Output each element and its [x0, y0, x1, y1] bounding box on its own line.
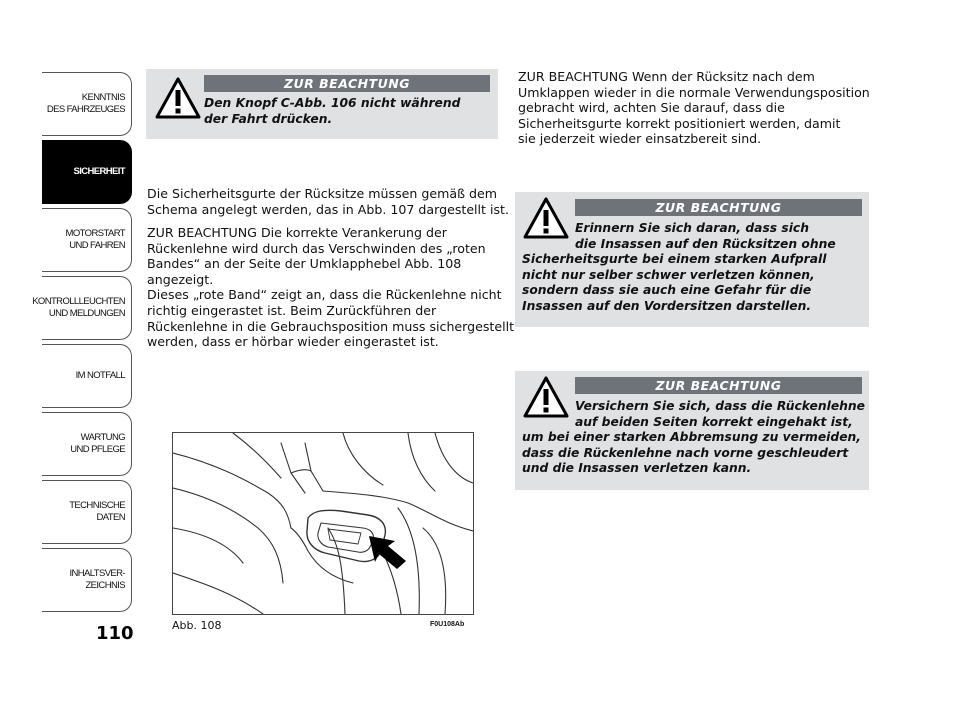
seat-lever-illustration [173, 433, 473, 614]
text-line: Dieses „rote Band“ zeigt an, dass die Rückenlehne nicht [147, 287, 502, 303]
warning-box [515, 371, 869, 490]
warning-line: der Fahrt drücken. [204, 111, 333, 126]
warning-line: um bei einer starken Abbremsung zu vermeiden, [522, 430, 861, 444]
text-line: Bandes“ an der Seite der Umklapphebel Abb. 108 [147, 256, 462, 272]
warning-line: Sicherheitsgurte bei einem starken Aufprall [522, 252, 827, 266]
figure-code: F0U108Ab [430, 621, 465, 628]
warning-triangle-icon [523, 197, 569, 239]
warning-line: auf beiden Seiten korrekt eingehakt ist, [575, 414, 853, 429]
warning-text [522, 252, 826, 314]
warning-line: die Insassen auf den Rücksitzen ohne [575, 236, 836, 251]
tab-label-line: TECHNISCHE [69, 500, 125, 511]
text-line: werden, dass er hörbar wieder eingerastet ist. [147, 334, 439, 350]
text-line: sie jederzeit wieder einsatzbereit sind. [518, 131, 762, 147]
warning-line: dass die Rückenlehne nach vorne geschleudert [522, 445, 849, 460]
tab-inhaltsverzeichnis[interactable] [42, 548, 132, 612]
body-paragraph-3 [518, 69, 870, 147]
warning-line: sondern dass sie auch eine Gefahr für die [522, 283, 812, 298]
warning-text [522, 430, 861, 477]
tab-label-line: KENNTNIS [81, 92, 125, 103]
tab-label-line: DES FAHRZEUGES [46, 104, 125, 115]
text-line: gebracht wird, achten Sie darauf, dass die [518, 100, 785, 116]
tab-label-line: WARTUNG [80, 432, 125, 443]
tab-label-line: UND MELDUNGEN [48, 308, 125, 319]
warning-line: Insassen auf den Vordersitzen darstellen. [522, 298, 812, 313]
tab-label-line: UND FAHREN [69, 240, 125, 251]
warning-text [204, 96, 460, 127]
tab-label-line: UND PFLEGE [70, 444, 125, 455]
warning-title: ZUR BEACHTUNG [204, 75, 490, 92]
warning-line: und die Insassen verletzen kann. [522, 461, 752, 476]
text-line: ZUR BEACHTUNG Die korrekte Verankerung der [147, 225, 447, 240]
warning-box [515, 192, 869, 327]
text-line: richtig eingerastet ist. Beim Zurückführen der [147, 302, 437, 318]
tab-kenntnis[interactable] [42, 72, 132, 136]
body-paragraph-1 [147, 186, 509, 217]
tab-motorstart[interactable] [42, 208, 132, 272]
text-line: Die Sicherheitsgurte der Rücksitze müssen gemäß dem [147, 186, 498, 201]
tab-label-line: KONTROLLLEUCHTEN [32, 296, 125, 307]
warning-triangle-icon [155, 77, 201, 119]
tab-label-line: MOTORSTART [65, 228, 125, 239]
body-paragraph-2 [147, 225, 514, 350]
warning-text-indented [575, 221, 836, 252]
warning-line: nicht nur selber schwer verletzen können, [522, 267, 815, 282]
tab-label-line: ZEICHNIS [85, 580, 125, 591]
figure-seat-lever [172, 432, 474, 615]
warning-box [146, 69, 498, 139]
tab-label-line: SICHERHEIT [73, 166, 125, 177]
figure-caption: Abb. 108 [172, 619, 222, 632]
text-line: Schema angelegt werden, das in Abb. 107 dargestellt ist. [147, 201, 510, 217]
text-line: angezeigt. [147, 271, 214, 287]
tab-wartung[interactable] [42, 412, 132, 476]
warning-line: Den Knopf C-Abb. 106 nicht während [204, 96, 461, 110]
warning-line: Versichern Sie sich, dass die Rückenlehne [575, 399, 866, 413]
tab-label-line: INHALTSVER- [69, 568, 125, 579]
tab-label-line: DATEN [96, 512, 125, 523]
page-number: 110 [96, 623, 134, 644]
text-line: Sicherheitsgurte korrekt positioniert werden, damit [518, 115, 841, 131]
warning-line: Erinnern Sie sich daran, dass sich [575, 221, 809, 235]
warning-title: ZUR BEACHTUNG [575, 377, 862, 394]
warning-title: ZUR BEACHTUNG [575, 199, 862, 216]
text-line: Umklappen wieder in die normale Verwendungsposition [518, 84, 870, 100]
warning-triangle-icon [523, 376, 569, 418]
tab-label-line: IM NOTFALL [75, 370, 125, 381]
text-line: ZUR BEACHTUNG Wenn der Rücksitz nach dem [518, 69, 815, 84]
tab-technische-daten[interactable] [42, 480, 132, 544]
text-line: Rückenlehne in die Gebrauchsposition muss sichergestellt [147, 318, 515, 334]
tab-sicherheit[interactable] [42, 140, 132, 204]
tab-kontrollleuchten[interactable] [32, 276, 132, 340]
warning-text-indented [575, 399, 865, 430]
text-line: Rückenlehne wird durch das Verschwinden des „roten [147, 240, 486, 256]
tab-im-notfall[interactable] [42, 344, 132, 408]
